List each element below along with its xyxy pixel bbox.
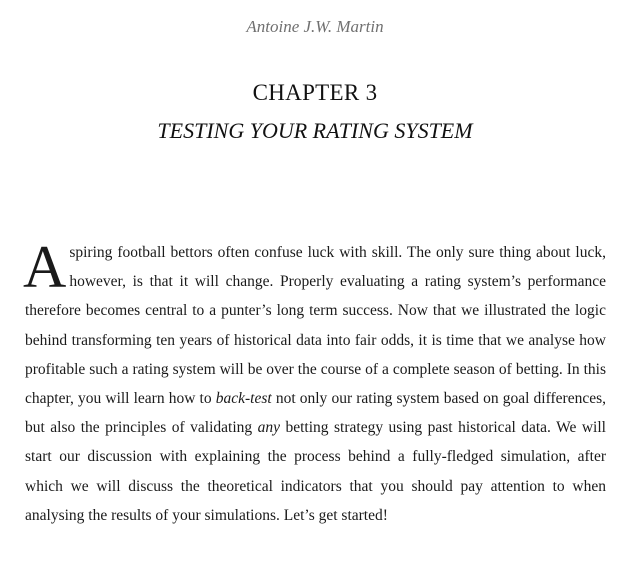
body-paragraph [23,234,606,530]
running-header-author: Antoine J.W. Martin [246,17,384,36]
emphasis-any: any [257,419,280,437]
chapter-title: TESTING YOUR RATING SYSTEM [157,118,473,143]
emphasis-back-test: back-test [215,390,272,408]
paragraph-text-part3: betting strategy using past historical data. We will start our discussion with explaining the process behind a fully-fledged simulation, after which we will discuss the theoretical indicators that you should pay attention to when analysing the results of your simulations. Let’s get started! [25,419,606,524]
paragraph-text-part1: spiring football bettors often confuse luck with skill. The only sure thing about luck, however, is that it will change. Properly evaluating a rating system’s performance therefore becomes central to a punter’s long term success. Now that we illustrated the logic behind transforming ten years of historical data into fair odds, it is time that we analyse how profitable such a rating system will be over the course of a complete season of betting. In this chapter, you will learn how to [25,244,606,408]
drop-cap: A [23,234,67,300]
chapter-number: CHAPTER 3 [252,80,378,105]
paragraph-text-part2: not only our rating system based on goal differences, but also the principles of validating [25,390,606,437]
